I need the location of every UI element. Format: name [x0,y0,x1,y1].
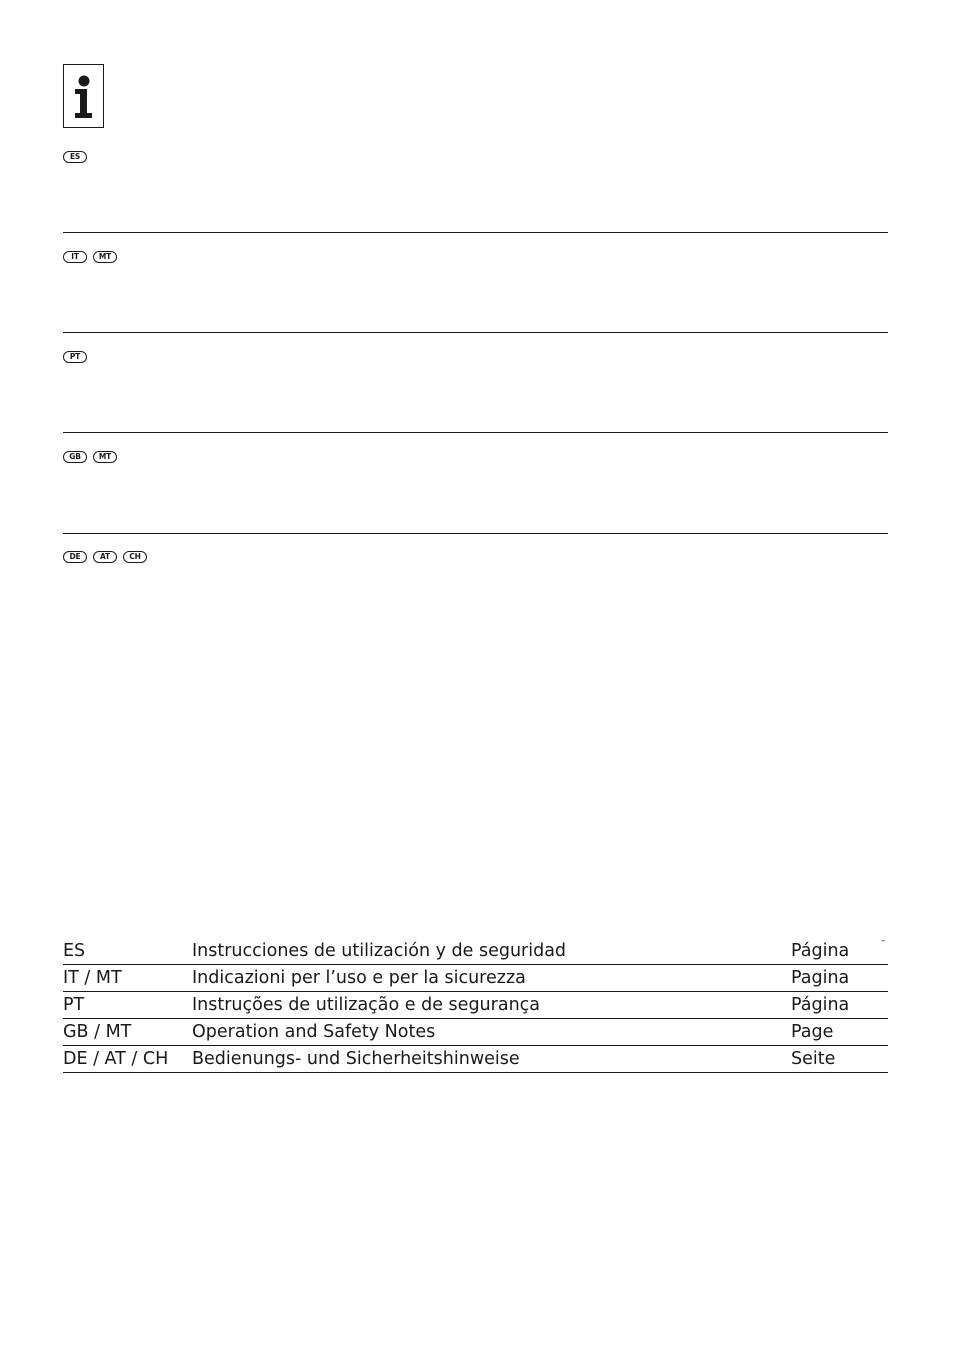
language-badges-gb-mt [63,451,117,463]
table-of-contents [63,938,888,1073]
language-badge-pt: PT [63,351,87,363]
toc-title: Instrucciones de utilización y de seguridad [192,941,567,961]
toc-row-it-mt[interactable] [63,965,888,992]
toc-row-es[interactable] [63,938,888,965]
toc-row-pt[interactable] [63,992,888,1019]
toc-title: Bedienungs- und Sicherheitshinweise [192,1049,520,1069]
info-icon [63,64,104,128]
toc-row-gb-mt[interactable] [63,1019,888,1046]
language-badge-at: AT [93,551,117,563]
toc-language-code: PT [63,995,85,1015]
language-badges-it-mt [63,251,117,263]
language-badges-de-at-ch [63,551,147,563]
section-divider [63,232,888,233]
language-badge-mt: MT [93,251,117,263]
toc-page-label: Pagina [791,968,850,988]
toc-page-label: Página [791,941,850,961]
toc-title: Indicazioni per l’uso e per la sicurezza [192,968,526,988]
toc-page-label: Página [791,995,850,1015]
toc-page-label: Seite [791,1049,836,1069]
language-badge-es: ES [63,151,87,163]
toc-row-de-at-ch[interactable] [63,1046,888,1073]
toc-language-code: DE / AT / CH [63,1049,169,1069]
language-badges-pt [63,351,87,363]
toc-title: Instruções de utilização e de segurança [192,995,541,1015]
language-badge-mt: MT [93,451,117,463]
section-divider [63,332,888,333]
toc-title: Operation and Safety Notes [192,1022,436,1042]
language-badge-gb: GB [63,451,87,463]
toc-page-number: – [881,936,886,946]
toc-language-code: IT / MT [63,968,122,988]
language-badge-it: IT [63,251,87,263]
section-divider [63,533,888,534]
language-badge-ch: CH [123,551,147,563]
language-badges-es [63,151,87,163]
language-badge-de: DE [63,551,87,563]
toc-language-code: ES [63,941,86,961]
toc-page-label: Page [791,1022,834,1042]
section-divider [63,432,888,433]
toc-language-code: GB / MT [63,1022,132,1042]
